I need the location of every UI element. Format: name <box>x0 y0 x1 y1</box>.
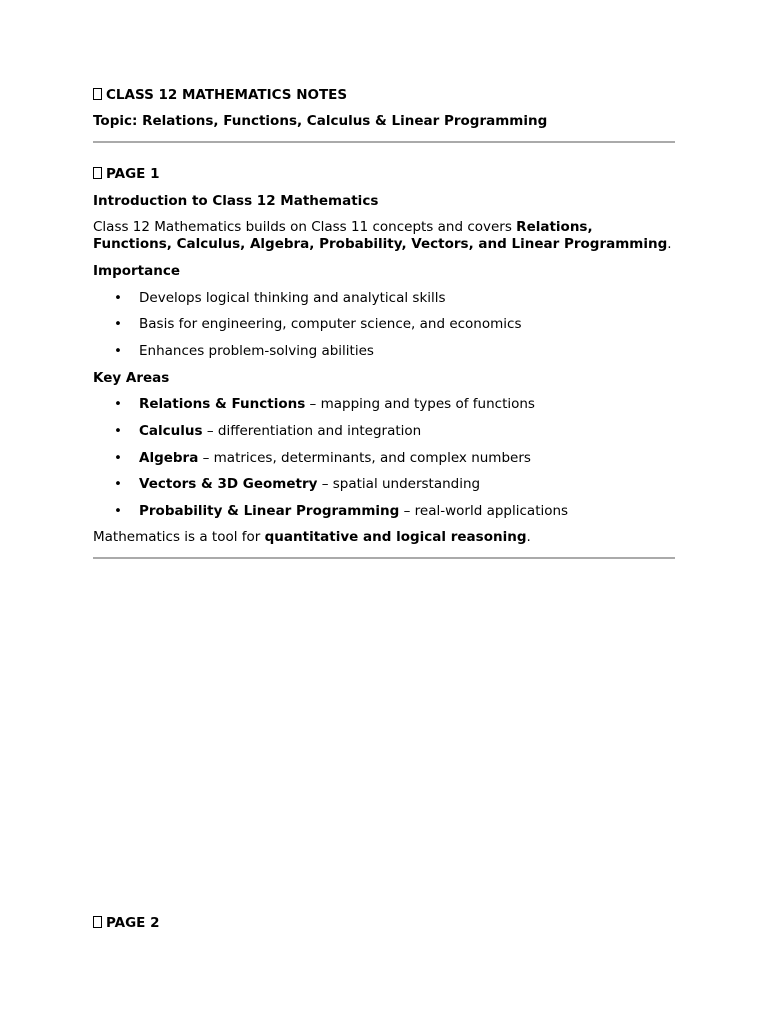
closing-period: . <box>526 528 531 545</box>
key-areas-heading: Key Areas <box>93 369 170 386</box>
key-area-description: – mapping and types of functions <box>305 396 535 413</box>
missing-glyph-icon <box>93 916 102 928</box>
list-item <box>93 396 675 413</box>
key-area-description: – matrices, determinants, and complex numbers <box>198 449 531 466</box>
list-item-text: Develops logical thinking and analytical skills <box>139 289 446 306</box>
page-2-label <box>93 915 160 932</box>
list-item <box>93 450 675 467</box>
bullet-icon: • <box>114 342 122 359</box>
key-area-term: Algebra <box>139 449 199 466</box>
key-area-term: Relations & Functions <box>139 396 306 413</box>
intro-text: Class 12 Mathematics builds on Class 11 concepts and covers <box>93 219 517 235</box>
intro-topics-bold: Relations, Functions, Calculus, Algebra, Probability, Vectors, and Linear Programming <box>93 219 668 252</box>
list-item-text: Enhances problem-solving abilities <box>139 342 374 359</box>
key-area-term: Calculus <box>139 422 203 439</box>
list-item <box>93 316 675 333</box>
document-topic: Topic: Relations, Functions, Calculus & Linear Programming <box>93 113 548 129</box>
closing-text: Mathematics is a tool for <box>93 528 265 545</box>
list-item <box>93 503 675 520</box>
key-area-description: – real-world applications <box>399 502 569 519</box>
key-area-description: – spatial understanding <box>317 476 481 493</box>
document-title-text: CLASS 12 MATHEMATICS NOTES <box>106 87 348 103</box>
closing-paragraph <box>93 529 675 546</box>
notes-page-1 <box>93 87 675 559</box>
bullet-icon: • <box>114 422 122 439</box>
page-1-label-text: PAGE 1 <box>106 166 160 182</box>
key-areas-list <box>93 396 675 519</box>
page-2-label-text: PAGE 2 <box>106 915 160 931</box>
list-item <box>93 343 675 360</box>
list-item <box>93 476 675 493</box>
key-area-term: Vectors & 3D Geometry <box>139 476 318 493</box>
list-item <box>93 423 675 440</box>
bullet-icon: • <box>114 476 122 493</box>
list-item <box>93 290 675 307</box>
importance-list <box>93 290 675 360</box>
header-divider <box>93 141 675 143</box>
importance-heading: Importance <box>93 263 181 279</box>
bullet-icon: • <box>114 289 122 306</box>
intro-period: . <box>667 236 672 252</box>
missing-glyph-icon <box>93 167 102 179</box>
list-item-text: Basis for engineering, computer science, and economics <box>139 316 522 333</box>
missing-glyph-icon <box>93 88 102 100</box>
intro-paragraph <box>93 219 675 253</box>
key-area-description: – differentiation and integration <box>202 422 422 439</box>
page-1-divider <box>93 557 675 559</box>
bullet-icon: • <box>114 396 122 413</box>
page-1-label <box>93 166 675 183</box>
bullet-icon: • <box>114 502 122 519</box>
bullet-icon: • <box>114 449 122 466</box>
document-title <box>93 87 675 104</box>
intro-heading: Introduction to Class 12 Mathematics <box>93 193 379 209</box>
key-area-term: Probability & Linear Programming <box>139 502 400 519</box>
closing-bold: quantitative and logical reasoning <box>264 528 527 545</box>
bullet-icon: • <box>114 316 122 333</box>
